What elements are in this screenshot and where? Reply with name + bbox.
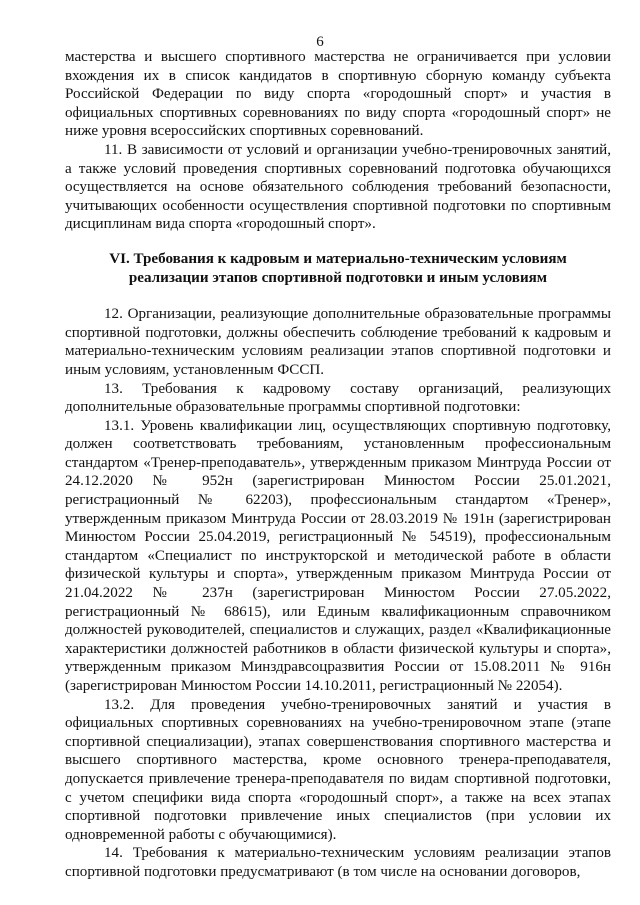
section-heading-line-1: VI. Требования к кадровым и материально-техническим условиям — [109, 250, 567, 267]
page-body — [65, 48, 611, 882]
section-body — [65, 305, 611, 881]
section-heading-line-2: реализации этапов спортивной подготовки и иным условиям — [128, 269, 548, 286]
paragraph-12: 12. Организации, реализующие дополнительные образовательные программы спортивной подготовки, должны обеспечить соблюдение требований к кадровым и материально-техническим условиям реализации этапов спортивной подготовки и иным условиям, установленным ФССП. — [65, 306, 611, 378]
page-number: 6 — [316, 34, 324, 50]
paragraph-continuation: мастерства и высшего спортивного мастерства не ограничивается при условии вхождения их в список кандидатов в спортивную сборную команду субъекта Российской Федерации по виду спорта «городошный спорт» и участия в официальных спортивных соревнованиях по виду спорта «городошный спорт» не ниже уровня всероссийских спортивных соревнований. — [65, 49, 611, 140]
section-heading — [65, 250, 611, 287]
paragraph-13-2: 13.2. Для проведения учебно-тренировочных занятий и участия в официальных спортивных соревнованиях на учебно-тренировочном этапе (этапе спортивной специализации), этапах совершенствования спортивного мастерства и высшего спортивного мастерства, кроме основного тренера-преподавателя, допускается привлечение тренера-преподавателя по видам спортивной подготовки, с учетом специфики вида спорта «городошный спорт», а также на всех этапах спортивной подготовки привлечение иных специалистов (при условии их одновременной работы с обучающимися). — [65, 696, 611, 843]
paragraph-13-1: 13.1. Уровень квалификации лиц, осуществляющих спортивную подготовку, должен соответствовать требованиям, установленным профессиональным стандартом «Тренер-преподаватель», утвержденным приказом Минтруда России от 24.12.2020 № 952н (зарегистрирован Минюстом России 25.01.2021, регистрационный № 62203), профессиональным стандартом «Тренер», утвержденным приказом Минтруда России от 28.03.2019 № 191н (зарегистрирован Минюстом России 25.04.2019, регистрационный № 54519), профессиональным стандартом «Специалист по инструкторской и методической работе в области физической культуры и спорта», утвержденным приказом Минтруда России от 21.04.2022 № 237н (зарегистрирован Минюстом России 27.05.2022, регистрационный № 68615), или Единым квалификационным справочником должностей руководителей, специалистов и служащих, раздел «Квалификационные характеристики должностей работников в области физической культуры и спорта», утвержденным приказом Минздравсоцразвития России от 15.08.2011 № 916н (зарегистрирован Минюстом России 14.10.2011, регистрационный № 22054). — [65, 417, 611, 694]
paragraph-11: 11. В зависимости от условий и организации учебно-тренировочных занятий, а также условий проведения спортивных соревнований подготовка обучающихся осуществляется на основе обязательного соблюдения требований безопасности, учитывающих особенности осуществления спортивной подготовки по спортивным дисциплинам вида спорта «городошный спорт». — [65, 141, 611, 233]
paragraph-14: 14. Требования к материально-техническим условиям реализации этапов спортивной подготовки предусматривают (в том числе на основании договоров, — [65, 845, 611, 880]
paragraph-13: 13. Требования к кадровому составу организаций, реализующих дополнительные образовательные программы спортивной подготовки: — [65, 380, 611, 416]
